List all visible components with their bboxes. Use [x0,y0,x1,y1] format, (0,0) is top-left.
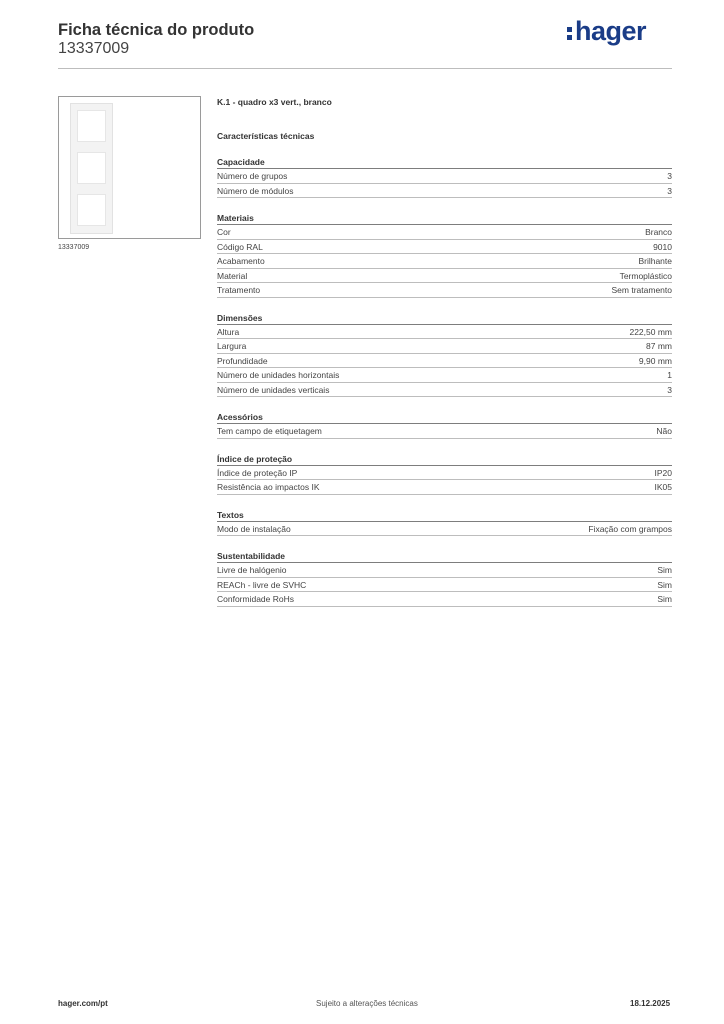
frame-opening-top [77,110,106,142]
spec-label: Número de unidades verticais [217,384,330,395]
spec-section [217,156,672,198]
frame-opening-middle [77,152,106,184]
spec-value: 9,90 mm [638,355,672,366]
spec-section [217,212,672,298]
spec-label: Cor [217,227,231,237]
hager-logo[interactable] [567,16,646,46]
spec-label: Conformidade RoHs [217,594,295,604]
spec-value: Sim [657,565,672,575]
characteristics-title: Características técnicas [217,131,315,141]
spec-label: Material [217,270,248,281]
section-title: Capacidade [217,156,672,169]
spec-value: 3 [667,185,672,196]
spec-label: Livre de halógenio [217,565,287,575]
spec-row [217,225,672,240]
spec-section [217,411,672,439]
section-title: Dimensões [217,312,672,325]
section-title: Acessórios [217,411,672,424]
spec-value: 3 [667,384,672,395]
spec-row [217,563,672,578]
spec-content [217,96,672,607]
spec-row [217,522,672,537]
product-name: K.1 - quadro x3 vert., branco [217,97,332,107]
spec-row [217,283,672,298]
spec-section [217,550,672,607]
spec-value: Termoplástico [619,270,672,281]
spec-label: Número de módulos [217,185,294,196]
spec-row [217,184,672,199]
spec-label: Código RAL [217,241,263,252]
spec-value: 1 [667,370,672,380]
spec-section [217,312,672,398]
spec-value: Branco [645,227,672,237]
spec-value: 9010 [653,241,672,252]
spec-label: Tem campo de etiquetagem [217,426,322,436]
spec-value: IP20 [654,467,672,478]
footer-website[interactable]: hager.com/pt [58,999,108,1008]
spec-label: Resistência ao impactos IK [217,482,320,492]
spec-label: Tratamento [217,285,261,295]
section-title: Textos [217,509,672,522]
spec-value: 87 mm [646,341,672,351]
spec-label: Altura [217,326,240,337]
section-title: Materiais [217,212,672,225]
spec-label: Acabamento [217,256,265,266]
spec-row [217,269,672,284]
header-divider [58,68,672,69]
spec-row [217,339,672,354]
footer-notice: Sujeito a alterações técnicas [316,999,418,1008]
footer-date: 18.12.2025 [630,999,671,1008]
image-caption: 13337009 [58,244,90,251]
spec-value: Brilhante [638,256,672,266]
spec-section [217,453,672,495]
spec-label: Número de unidades horizontais [217,370,340,380]
section-title: Índice de proteção [217,453,672,466]
spec-value: 3 [667,171,672,181]
spec-value: Sim [657,594,672,604]
page-title: Ficha técnica do produto [58,21,255,39]
spec-row [217,368,672,383]
section-title: Sustentabilidade [217,550,672,563]
spec-value: 222,50 mm [629,326,672,337]
spec-row [217,240,672,255]
spec-label: Índice de proteção IP [217,467,298,478]
logo-text: hager [575,16,647,46]
spec-row [217,254,672,269]
spec-row [217,480,672,495]
spec-value: Sem tratamento [611,285,672,295]
spec-value: Sim [657,579,672,590]
spec-value: Fixação com grampos [588,523,672,534]
spec-label: Profundidade [217,355,268,366]
spec-row [217,592,672,607]
spec-row [217,466,672,481]
product-code: 13337009 [58,40,130,57]
frame-opening-bottom [77,194,106,226]
spec-row [217,578,672,593]
frame-illustration [70,103,113,234]
spec-value: IK05 [654,482,672,492]
spec-row [217,383,672,398]
spec-section [217,509,672,537]
spec-label: Largura [217,341,247,351]
spec-value: Não [656,426,672,436]
spec-row [217,169,672,184]
spec-row [217,424,672,439]
spec-sections [217,156,672,607]
spec-row [217,325,672,340]
spec-row [217,354,672,369]
spec-label: REACh - livre de SVHC [217,579,307,590]
spec-label: Modo de instalação [217,523,291,534]
product-image [58,96,201,239]
spec-label: Número de grupos [217,171,288,181]
logo-dots-icon [567,25,573,42]
